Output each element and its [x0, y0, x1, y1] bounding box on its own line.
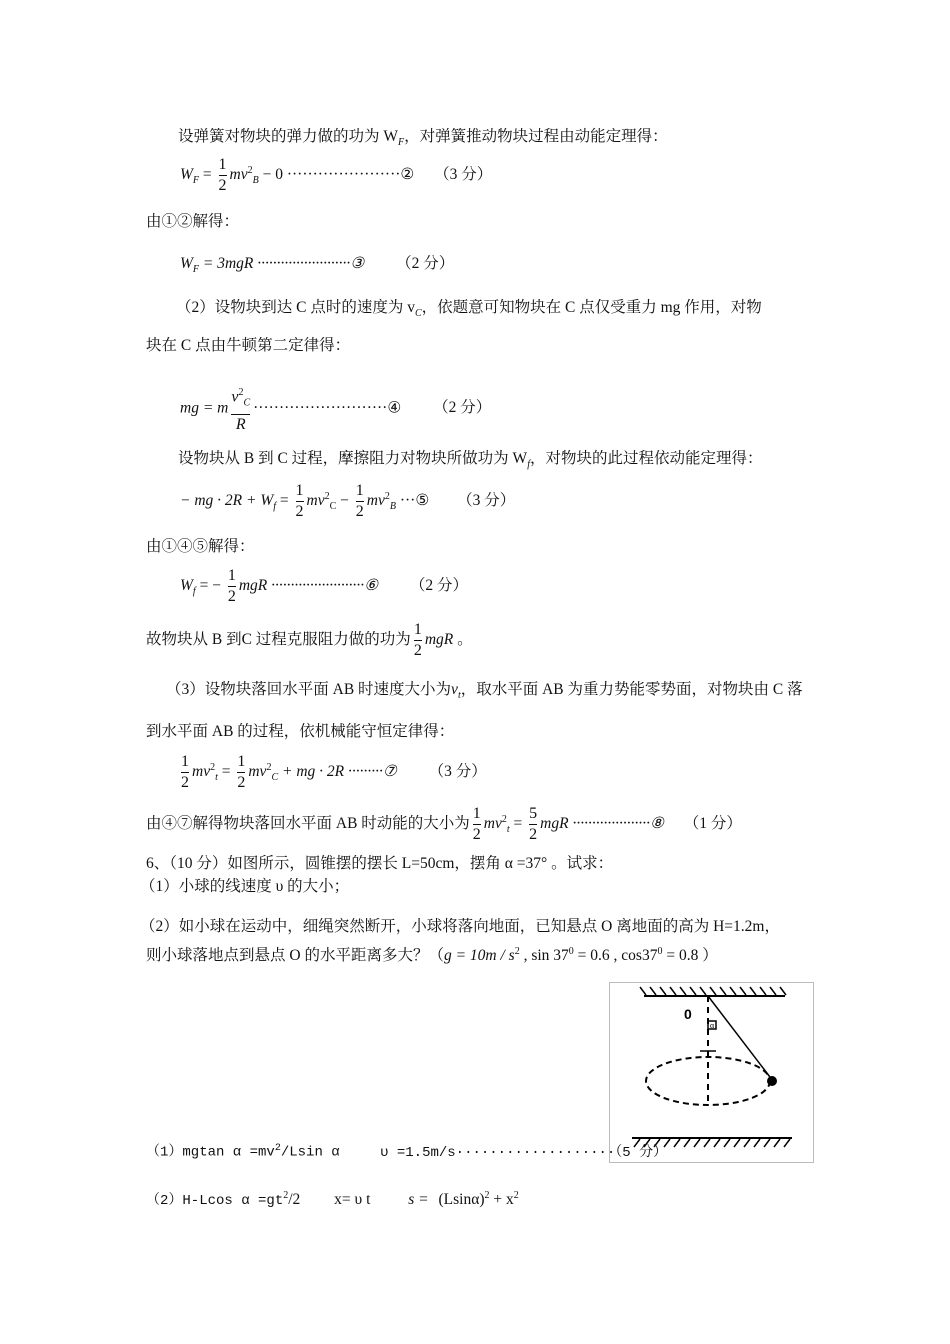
text-line-5: 设物块从 B 到 C 过程，摩擦阻力对物块所做功为 $W_f$，对物块的此过程依动能定理得： [178, 450, 763, 471]
text-line-10: 由④⑦解得物块落回水平面 AB 时动能的大小为 $\frac{1}{2}$ $mv^2_t$ = $\frac{5}{2}$ mgR ····················⑧ （1 分） [146, 805, 742, 843]
pendulum-diagram [610, 983, 813, 1162]
question-6-part2: （2）如小球在运动中，细绳突然断开，小球将落向地面，已知悬点 O 离地面的高为 H=1.2m， [140, 918, 780, 935]
equation-2: $W_F$ = $\frac{1}{2}$ $mv^2_B - 0$ ······················② （3 分） [180, 156, 493, 194]
label-alpha: α [710, 1021, 715, 1030]
equation-5: − mg · $2R + W_f$ = $\frac{1}{2}$ $mv^2_C$ − $\frac{1}{2}$ $mv^2_B$ ···⑤ （3 分） [180, 482, 516, 520]
question-6-title: 6、（10 分）如图所示，圆锥摆的摆长 L=50cm，摆角 α =37° 。试求： [146, 855, 614, 872]
answer-1: （1）mgtan $\alpha =mv^2$/Lsin α υ =1.5m/s···················（5 分） [146, 1143, 668, 1161]
text-line-1: 设弹簧对物块的弹力做的功为 $W_F$，对弹簧推动物块过程由动能定理得： [178, 128, 668, 149]
text-line-3: （2）设物块到达 C 点时的速度为 $v_C$，依题意可知物块在 C 点仅受重力 mg 作用，对物 [176, 299, 762, 320]
text-line-6: 由①④⑤解得： [146, 538, 255, 555]
equation-6: $W_f$ = − $\frac{1}{2}$ mgR ························⑥ （2 分） [180, 567, 469, 605]
equation-7: $\frac{1}{2}$ $mv^2_t$ = $\frac{1}{2}$ $mv^2_C$ + mg · 2R ·········⑦ （3 分） [181, 753, 487, 791]
equation-3: $W_F = 3mgR$ ························③ （2 分） [180, 255, 455, 276]
equation-4: mg = m $\frac{v^2_C}{R}$ ··························④ （2 分） [180, 387, 492, 433]
conical-pendulum-figure [609, 982, 814, 1163]
label-o: 0 [684, 1006, 692, 1022]
text-line-9: 到水平面 AB 的过程，依机械能守恒定律得： [146, 723, 455, 740]
text-line-8: （3）设物块落回水平面 AB 时速度大小为$v_t$，取水平面 AB 为重力势能零势面，对物块由 C 落 [166, 681, 803, 702]
question-6-part1: （1）小球的线速度 υ 的大小； [140, 878, 350, 895]
text-line-2: 由①②解得： [146, 213, 240, 230]
answer-2: （2）H-Lcos $\alpha =gt^2/2$ x= υ t $s = (Lsin\alpha)^2 + x^2$ [146, 1190, 519, 1210]
text-line-4: 块在 C 点由牛顿第二定律得： [146, 337, 351, 354]
question-6-part2-cont: 则小球落地点到悬点 O 的水平距离多大？（$g = 10m / s^2$ , $\sin 37^0 = 0.6$ , $\cos 37^0 = 0.8$ ） [146, 946, 718, 965]
text-line-7: 故物块从 B 到C 过程克服阻力做的功为 $\frac{1}{2}$ mgR 。 [146, 621, 473, 659]
